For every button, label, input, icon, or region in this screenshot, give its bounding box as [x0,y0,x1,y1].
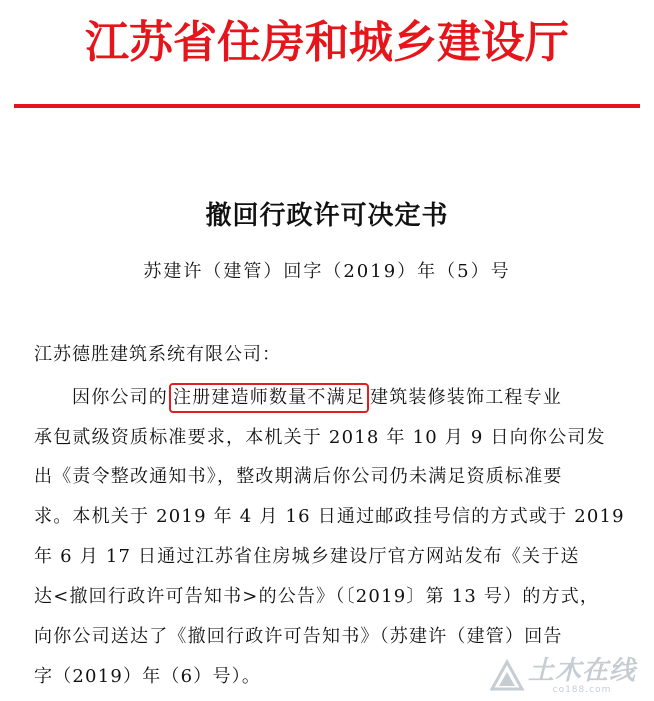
body-line-1 [72,383,562,413]
highlighted-phrase: 注册建造师数量不满足 [169,383,369,413]
body-text-segment: 建筑装修装饰工程专业 [370,387,562,408]
body-line-4: 求。本机关于 2019 年 4 月 16 日通过邮政挂号信的方式或于 2019 [34,506,625,527]
body-line-8: 字（2019）年（6）号）。 [34,666,262,687]
recipient-line: 江苏德胜建筑系统有限公司： [34,344,281,365]
body-line-6: 达<撤回行政许可告知书>的公告》（〔2019〕第 13 号）的方式， [34,586,600,607]
watermark-name: 土木在线 [527,656,636,686]
body-line-3: 出《责令整改通知书》，整改期满后你公司仍未满足资质标准要 [34,466,563,487]
body-line-2: 承包贰级资质标准要求，本机关于 2018 年 10 月 9 日向你公司发 [34,427,606,448]
document-number: 苏建许（建管）回字（2019）年（5）号 [143,261,511,282]
agency-name: 江苏省住房和城乡建设厅 [85,17,569,68]
triangle-logo-icon [490,659,524,693]
body-text-segment: 因你公司的 [72,387,168,408]
header-divider [14,104,640,108]
document-title: 撤回行政许可决定书 [205,201,449,231]
body-line-5: 年 6 月 17 日通过江苏省住房城乡建设厅官方网站发布《关于送 [34,546,580,567]
watermark-domain: co188.com [552,685,612,695]
watermark [490,657,636,695]
body-line-7: 向你公司送达了《撤回行政许可告知书》（苏建许（建管）回告 [34,626,563,647]
